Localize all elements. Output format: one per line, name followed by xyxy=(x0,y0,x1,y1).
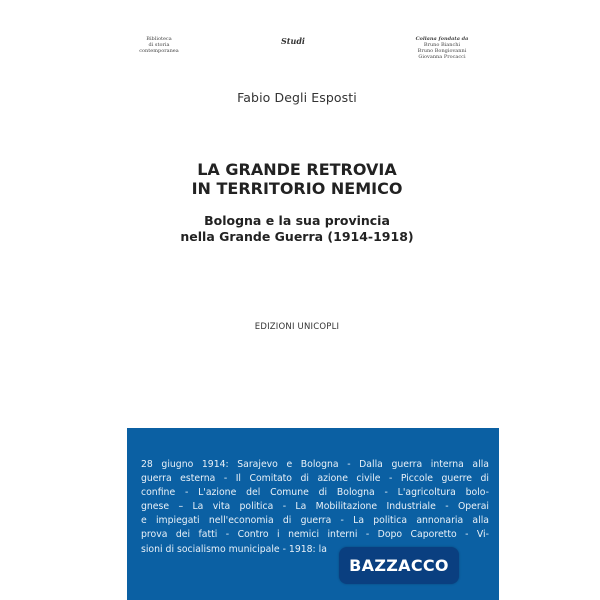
subtitle-line: nella Grande Guerra (1914-1918) xyxy=(180,229,414,244)
blurb-line: e impiegati nell'economia di guerra - La politica annonaria alla xyxy=(141,515,489,527)
title-line: IN TERRITORIO NEMICO xyxy=(191,179,403,198)
blurb-line: sioni di socialismo municipale - 1918: la xyxy=(141,543,327,555)
series-founders xyxy=(407,36,477,60)
book-title xyxy=(127,160,467,198)
founder-name: Bruno Bianchi xyxy=(423,42,461,48)
subtitle-line: Bologna e la sua provincia xyxy=(204,213,390,228)
blurb-line: gnese – La vita politica - La Mobilitazione Industriale - Operai xyxy=(141,501,489,513)
series-name xyxy=(131,36,187,54)
founders-label: Collana fondata da xyxy=(415,36,469,42)
series-line: contemporanea xyxy=(139,48,179,54)
book-cover xyxy=(127,0,499,600)
series-subtitle: Studi xyxy=(281,36,305,46)
blurb-line: confine - L'azione del Comune di Bologna - L'agricoltura bolo- xyxy=(141,487,489,499)
blurb-line: 28 giugno 1914: Sarajevo e Bologna - Dalla guerra interna alla xyxy=(141,459,489,470)
series-line: Biblioteca xyxy=(146,36,172,42)
blurb-line: prova dei fatti - Contro i nemici interni - Dopo Caporetto - Vi- xyxy=(141,529,489,541)
founder-name: Bruno Bongiovanni xyxy=(417,48,467,54)
book-subtitle xyxy=(127,213,467,245)
blurb-line: guerra esterna - Il Comitato di azione civile - Piccole guerre di xyxy=(141,473,489,485)
publisher-name: EDIZIONI UNICOPLI xyxy=(254,322,340,332)
founder-name: Giovanna Procacci xyxy=(418,54,466,60)
title-line: LA GRANDE RETROVIA xyxy=(197,160,397,179)
blurb-text xyxy=(141,458,489,557)
author-name: Fabio Degli Esposti xyxy=(237,90,357,105)
series-line: di storia xyxy=(148,42,170,48)
watermark-badge: BAZZACCO xyxy=(339,547,459,584)
